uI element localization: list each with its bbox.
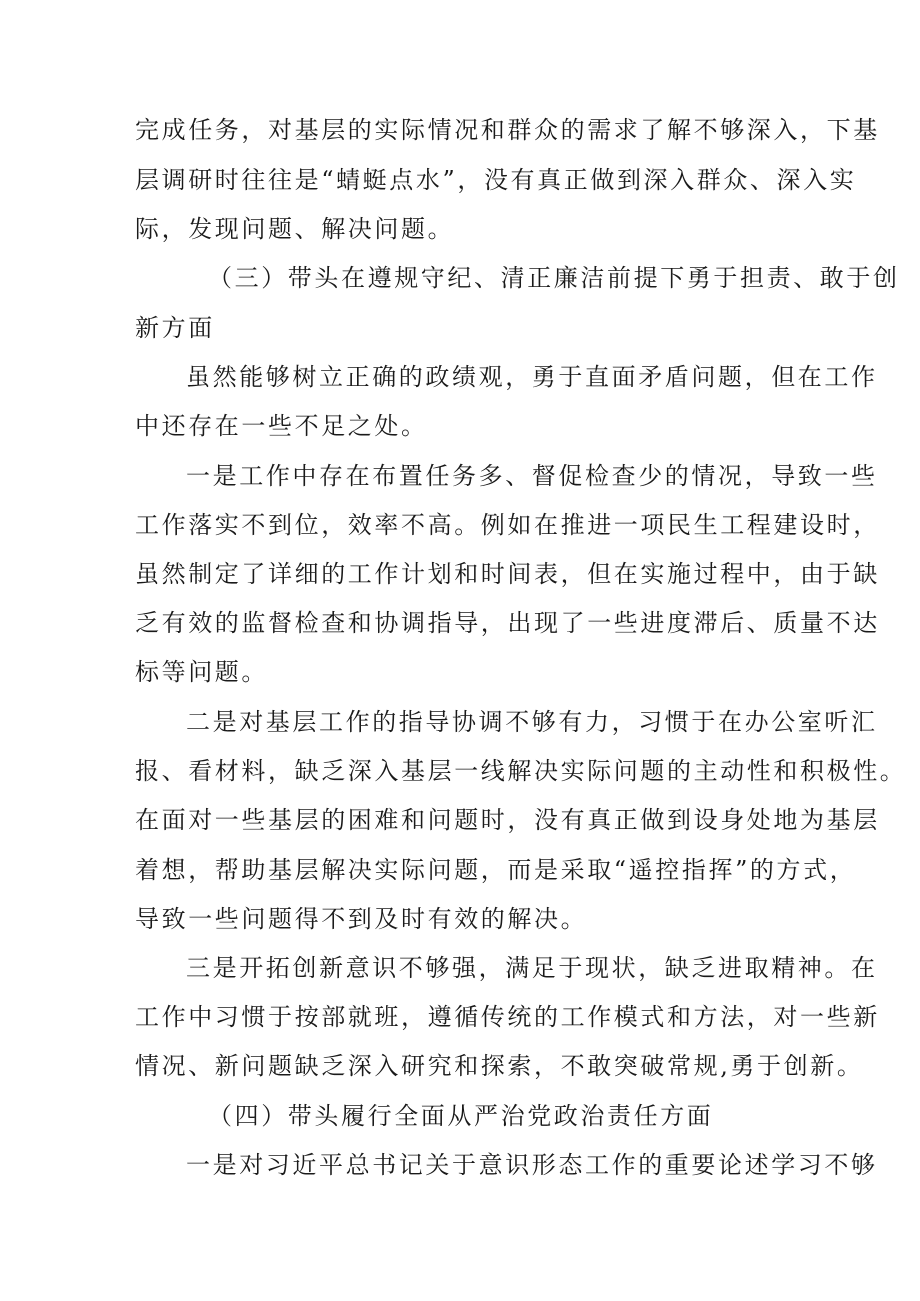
text-line-17: 导致一些问题得不到及时有效的解决。 <box>135 905 588 933</box>
text-line-15: 在面对一些基层的困难和问题时，没有真正做到设身处地为基层 <box>135 806 880 834</box>
text-line-1: 完成任务，对基层的实际情况和群众的需求了解不够深入，下基 <box>135 116 880 144</box>
text-line-16: 着想，帮助基层解决实际问题，而是采取“遥控指挥”的方式， <box>135 856 857 884</box>
text-line-8: 一是工作中存在布置任务多、督促检查少的情况，导致一些 <box>186 462 878 490</box>
section-heading-4: （四）带头履行全面从严治党政治责任方面 <box>208 1102 714 1130</box>
section-heading-3-cont: 新方面 <box>135 314 215 342</box>
text-line-6: 虽然能够树立正确的政绩观，勇于直面矛盾问题，但在工作 <box>186 363 878 391</box>
text-line-2: 层调研时往往是“蜻蜓点水”，没有真正做到深入群众、深入实 <box>135 166 857 194</box>
text-line-19: 工作中习惯于按部就班，遵循传统的工作模式和方法，对一些新 <box>135 1003 880 1031</box>
text-line-11: 乏有效的监督检查和协调指导，出现了一些进度滞后、质量不达 <box>135 609 880 637</box>
text-line-22: 一是对习近平总书记关于意识形态工作的重要论述学习不够 <box>186 1151 878 1179</box>
text-line-9: 工作落实不到位，效率不高。例如在推进一项民生工程建设时， <box>135 511 880 539</box>
text-line-18: 三是开拓创新意识不够强，满足于现状，缺乏进取精神。在 <box>186 954 878 982</box>
text-line-10: 虽然制定了详细的工作计划和时间表，但在实施过程中，由于缺 <box>135 560 880 588</box>
text-line-14: 报、看材料，缺乏深入基层一线解决实际问题的主动性和积极性。 <box>135 757 907 785</box>
text-line-13: 二是对基层工作的指导协调不够有力，习惯于在办公室听汇 <box>186 708 878 736</box>
text-line-7: 中还存在一些不足之处。 <box>135 412 428 440</box>
text-line-20: 情况、新问题缺乏深入研究和探索，不敢突破常规,勇于创新。 <box>135 1052 864 1080</box>
text-line-12: 标等问题。 <box>135 658 268 686</box>
section-heading-3: （三）带头在遵规守纪、清正廉洁前提下勇于担责、敢于创 <box>208 264 900 292</box>
text-line-3: 际，发现问题、解决问题。 <box>135 215 455 243</box>
